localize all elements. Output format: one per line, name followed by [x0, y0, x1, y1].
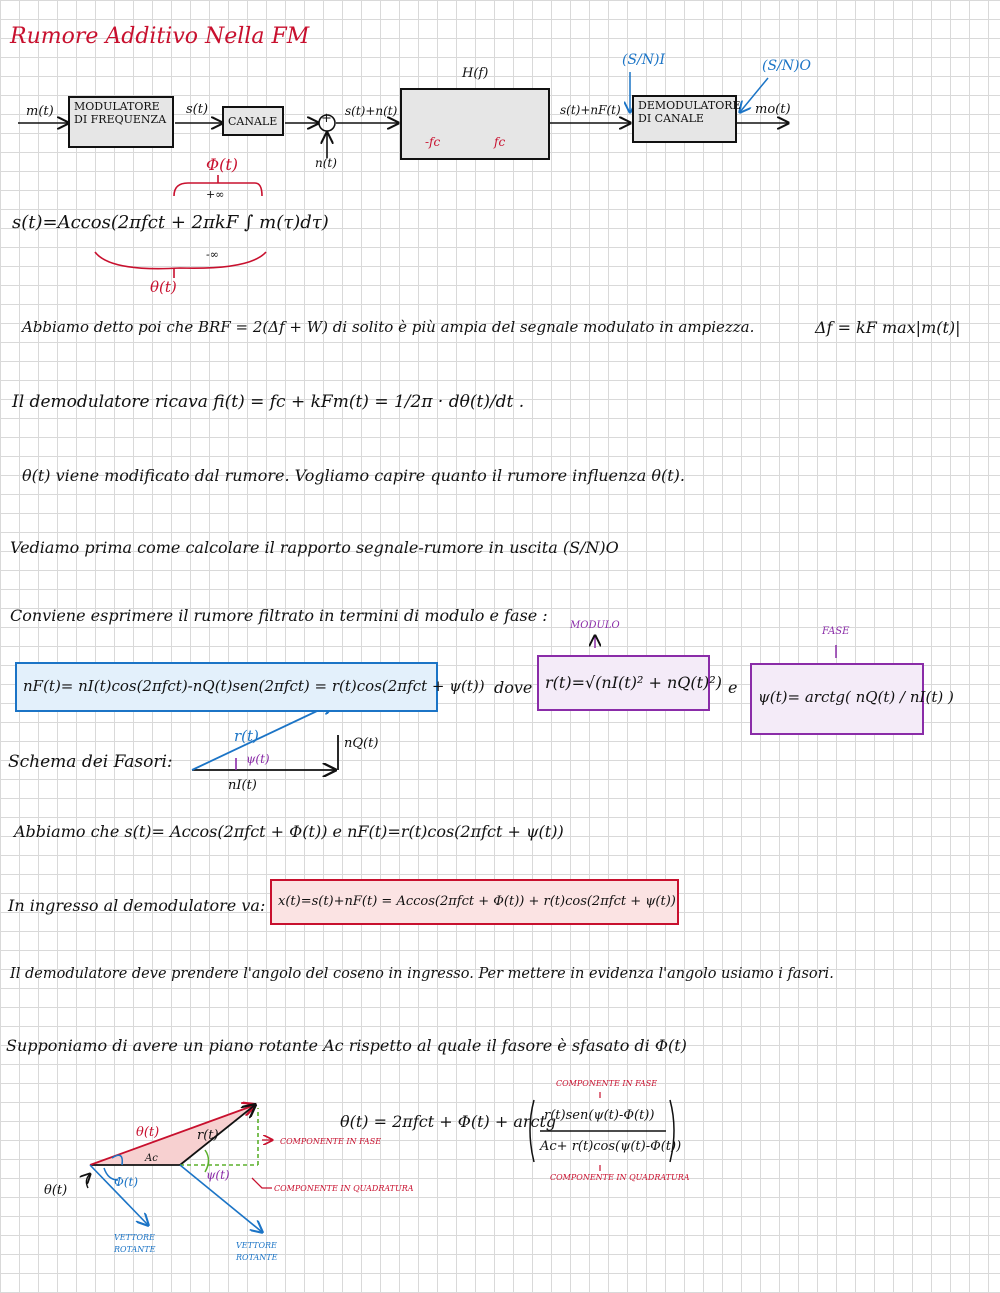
filter-block: [400, 88, 550, 160]
snr-line: Vediamo prima come calcolare il rapporto segnale-rumore in uscita (S/N)O: [10, 538, 619, 557]
phasor-r-label: r(t): [234, 727, 259, 745]
diag-psi: ψ(t): [206, 1168, 230, 1182]
modulator-block: MODULATORE DI FREQUENZA: [68, 96, 174, 148]
s-label: s(t): [186, 102, 209, 117]
demodulator-block: DEMODULATORE DI CANALE: [632, 95, 737, 143]
x-equation-box: x(t)=s(t)+nF(t) = Accos(2πfct + Φ(t)) + r(t)cos(2πfct + ψ(t)): [270, 879, 679, 925]
dove-word: dove: [494, 678, 533, 697]
comp-fase-top: COMPONENTE IN FASE: [556, 1079, 658, 1088]
diag-comp-fase: COMPONENTE IN FASE: [280, 1137, 382, 1146]
phi-label: Φ(t): [206, 155, 239, 174]
fase-label: FASE: [822, 626, 850, 637]
phasor-title: Schema dei Fasori:: [8, 752, 173, 772]
input-prefix: In ingresso al demodulatore va:: [8, 896, 266, 915]
input-m-label: m(t): [26, 104, 54, 119]
phasor-nq-label: nQ(t): [344, 736, 379, 751]
diag-ac: Ac: [145, 1153, 158, 1164]
express-line: Conviene esprimere il rumore filtrato in termini di modulo e fase :: [10, 606, 548, 625]
phasor-ni-label: nI(t): [228, 778, 257, 793]
theta-modified-line: θ(t) viene modificato dal rumore. Vogliamo capire quanto il rumore influenza θ(t).: [22, 466, 685, 485]
final-denominator: Ac+ r(t)cos(ψ(t)-Φ(t)): [540, 1139, 682, 1154]
snr-in-label: (S/N)I: [622, 52, 666, 68]
channel-block: CANALE: [222, 106, 284, 136]
plus-sign: +: [321, 111, 332, 126]
demod-line: Il demodulatore ricava fi(t) = fc + kFm(t) = 1/2π · dθ(t)/dt .: [12, 392, 525, 412]
noise-label: n(t): [315, 156, 337, 170]
psi-equation-box: ψ(t)= arctg( nQ(t) / nI(t) ): [750, 663, 924, 735]
comp-quad-bottom: COMPONENTE IN QUADRATURA: [550, 1173, 690, 1182]
neg-fc-label: -fc: [425, 135, 441, 149]
bandwidth-line: Abbiamo detto poi che BRF = 2(Δf + W) di solito è più ampia del segnale modulato in ampiezza.: [22, 318, 755, 336]
diag-vettore-1: VETTORE ROTANTE: [114, 1233, 156, 1254]
lower-limit: -∞: [206, 248, 219, 261]
sum-label: s(t)+n(t): [345, 104, 398, 118]
r-equation-box: r(t)=√(nI(t)² + nQ(t)²): [537, 655, 710, 711]
output-label: mo(t): [755, 102, 791, 117]
phasor-psi-label: ψ(t): [246, 752, 270, 766]
diag-r: r(t): [197, 1128, 219, 1143]
upper-limit: +∞: [206, 188, 225, 201]
s-equation: s(t)=Accos(2πfct + 2πkF ∫ m(τ)dτ): [12, 212, 329, 233]
have-line: Abbiamo che s(t)= Accos(2πfct + Φ(t)) e nF(t)=r(t)cos(2πfct + ψ(t)): [14, 822, 564, 841]
filtered-label: s(t)+nF(t): [560, 103, 621, 117]
diag-comp-quad: COMPONENTE IN QUADRATURA: [274, 1184, 414, 1193]
theta-label: θ(t): [150, 278, 177, 296]
modulo-label: MODULO: [570, 620, 620, 631]
rotating-line: Supponiamo di avere un piano rotante Ac rispetto al quale il fasore è sfasato di Φ(t): [6, 1036, 687, 1055]
nf-equation-box: nF(t)= nI(t)cos(2πfct)-nQ(t)sen(2πfct) = r(t)cos(2πfct + ψ(t)): [15, 662, 438, 712]
e-word: e: [728, 678, 738, 697]
snr-out-label: (S/N)O: [762, 58, 811, 74]
page-title: Rumore Additivo Nella FM: [10, 24, 310, 49]
diag-theta-left: θ(t): [44, 1183, 68, 1198]
diag-phi: Φ(t): [114, 1175, 139, 1189]
angle-line: Il demodulatore deve prendere l'angolo del coseno in ingresso. Per mettere in evidenza l'angolo usiamo i fasori.: [10, 966, 834, 982]
pos-fc-label: fc: [494, 135, 506, 149]
final-numerator: r(t)sen(ψ(t)-Φ(t)): [544, 1108, 655, 1123]
filter-title: H(f): [462, 66, 489, 81]
diag-theta: θ(t): [136, 1125, 160, 1140]
delta-f: Δf = kF max|m(t)|: [815, 318, 961, 337]
diag-vettore-2: VETTORE ROTANTE: [236, 1241, 278, 1262]
final-theta: θ(t) = 2πfct + Φ(t) + arctg: [340, 1112, 557, 1131]
